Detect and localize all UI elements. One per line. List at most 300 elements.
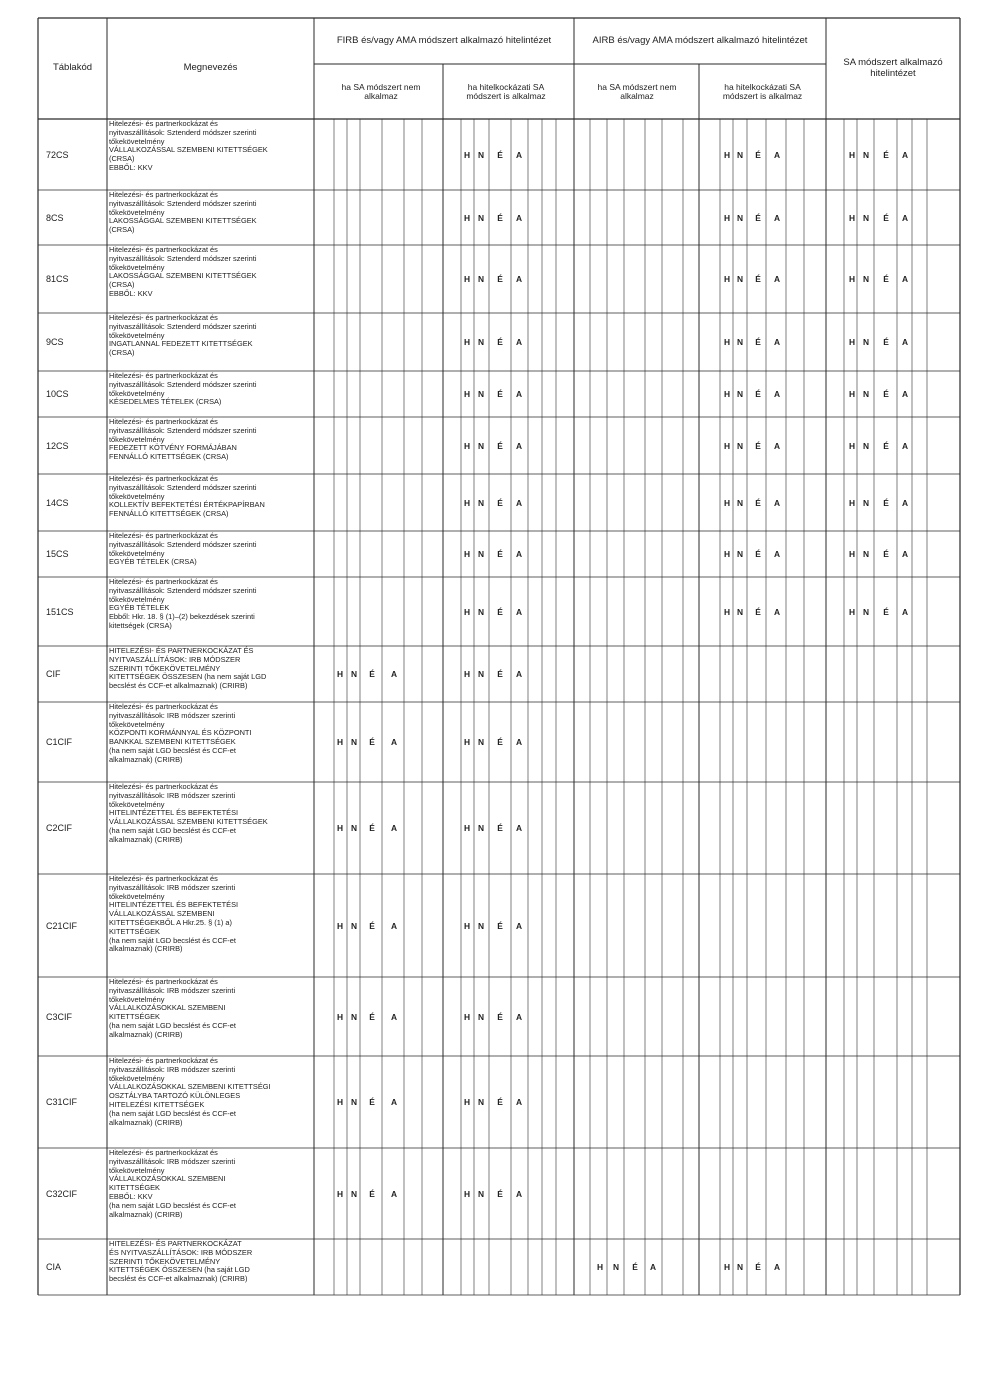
marker-a: A (773, 212, 781, 223)
description-line: LAKOSSÁGGAL SZEMBENI KITETTSÉGEK (109, 271, 257, 281)
row-code: 10CS (46, 389, 69, 399)
marker-h: H (463, 440, 471, 451)
marker-h: H (723, 549, 731, 559)
marker-a: A (390, 823, 398, 833)
marker-h: H (463, 920, 471, 931)
marker-e: É (369, 1097, 375, 1107)
description-line: alkalmaznak) (CRIRB) (109, 834, 183, 844)
description-line: nyitvaszállítások: IRB módszer szerinti (109, 790, 236, 800)
marker-a: A (515, 212, 523, 223)
marker-a: A (515, 497, 523, 508)
marker-a: A (649, 1262, 657, 1272)
marker-a: A (515, 920, 523, 931)
description-line: nyitvaszállítások: Sztenderd módszer szerinti (109, 482, 257, 492)
marker-a: A (515, 389, 523, 399)
marker-n: N (477, 920, 485, 931)
marker-h: H (463, 389, 471, 399)
marker-e: É (369, 823, 375, 833)
marker-e: É (883, 337, 889, 347)
marker-e: É (497, 389, 503, 399)
marker-e: É (755, 337, 761, 347)
row-code: 151CS (46, 606, 74, 617)
marker-n: N (477, 1188, 485, 1199)
marker-h: H (848, 337, 856, 347)
marker-n: N (736, 389, 744, 399)
marker-a: A (515, 274, 523, 284)
marker-e: É (497, 497, 503, 508)
marker-e: É (497, 337, 503, 347)
marker-a: A (773, 149, 781, 160)
marker-n: N (736, 440, 744, 451)
marker-n: N (736, 497, 744, 508)
description-line: EBBŐL: KKV (109, 1191, 153, 1201)
description-line: EGYÉB TÉTELEK (CRSA) (109, 557, 197, 567)
description-line: alkalmaznak) (CRIRB) (109, 1029, 183, 1039)
marker-e: É (369, 669, 375, 679)
description-line: tőkekövetelmény (109, 994, 165, 1004)
description-line: SZERINTI TŐKEKÖVETELMÉNY (109, 663, 221, 673)
marker-n: N (862, 497, 870, 508)
marker-n: N (477, 669, 485, 679)
marker-a: A (515, 1188, 523, 1199)
marker-a: A (901, 274, 909, 284)
description-line: Hitelezési- és partnerkockázat és (109, 1056, 218, 1065)
marker-a: A (390, 669, 398, 679)
marker-h: H (723, 337, 731, 347)
marker-h: H (848, 389, 856, 399)
marker-n: N (477, 274, 485, 284)
marker-n: N (477, 440, 485, 451)
description-line: (CRSA) (109, 280, 135, 290)
header-airb-no-sa: ha SA módszert nem alkalmaz (597, 81, 677, 101)
marker-a: A (515, 669, 523, 679)
row-description (107, 190, 314, 245)
marker-n: N (477, 737, 485, 747)
description-line: (CRSA) (109, 154, 135, 164)
description-line: KITETTSÉGEK (109, 1183, 160, 1193)
description-line: Hitelezési- és partnerkockázat és (109, 577, 218, 586)
description-line: (ha nem saját LGD becslést és CCF-et (109, 935, 236, 945)
description-line: VÁLLALKOZÁSOKKAL SZEMBENI (109, 1174, 226, 1184)
description-line: nyitvaszállítások: Sztenderd módszer szerinti (109, 379, 257, 389)
marker-h: H (463, 212, 471, 223)
row-code: C1CIF (46, 737, 73, 747)
marker-h: H (336, 1097, 344, 1107)
description-line: becslést és CCF-et alkalmaznak) (CRIRB) (109, 681, 248, 691)
description-line: nyitvaszállítások: IRB módszer szerinti (109, 1064, 236, 1074)
row-code: 12CS (46, 440, 69, 451)
description-line: (ha nem saját LGD becslést és CCF-et (109, 1200, 236, 1210)
marker-h: H (336, 1188, 344, 1199)
row-description (107, 646, 314, 702)
marker-h: H (848, 149, 856, 160)
marker-n: N (350, 737, 358, 747)
marker-h: H (723, 1262, 731, 1272)
marker-h: H (463, 149, 471, 160)
description-line: VÁLLALKOZÁSOKKAL SZEMBENI (109, 1003, 226, 1013)
description-line: nyitvaszállítások: IRB módszer szerinti (109, 882, 236, 892)
description-line: KÉSEDELMES TÉTELEK (CRSA) (109, 397, 222, 407)
row-description (107, 1148, 314, 1239)
row-code: C21CIF (46, 920, 78, 931)
marker-n: N (477, 1097, 485, 1107)
description-line: tőkekövetelmény (109, 891, 165, 901)
marker-e: É (497, 440, 503, 451)
marker-n: N (736, 549, 744, 559)
description-line: tőkekövetelmény (109, 1165, 165, 1175)
marker-e: É (369, 1188, 375, 1199)
marker-e: É (497, 549, 503, 559)
description-line: tőkekövetelmény (109, 434, 165, 444)
row-description (107, 417, 314, 474)
row-description (107, 474, 314, 531)
description-line: SZERINTI TŐKEKÖVETELMÉNY (109, 1256, 221, 1266)
marker-h: H (463, 497, 471, 508)
marker-a: A (901, 606, 909, 617)
row-code: 14CS (46, 497, 69, 508)
description-line: Hitelezési- és partnerkockázat és (109, 874, 218, 883)
description-line: Hitelezési- és partnerkockázat és (109, 531, 218, 540)
description-line: Hitelezési- és partnerkockázat és (109, 1148, 218, 1157)
marker-h: H (463, 274, 471, 284)
marker-h: H (463, 606, 471, 617)
description-line: NYITVASZÁLLÍTÁSOK: IRB MÓDSZER (109, 654, 241, 664)
description-line: nyitvaszállítások: IRB módszer szerinti (109, 710, 236, 720)
description-line: tőkekövetelmény (109, 548, 165, 558)
marker-a: A (773, 337, 781, 347)
marker-e: É (369, 920, 375, 931)
description-line: BANKKAL SZEMBENI KITETTSÉGEK (109, 737, 236, 747)
marker-a: A (901, 149, 909, 160)
marker-n: N (477, 549, 485, 559)
description-line: LAKOSSÁGGAL SZEMBENI KITETTSÉGEK (109, 216, 257, 226)
row-description (107, 245, 314, 313)
marker-h: H (723, 606, 731, 617)
marker-n: N (477, 497, 485, 508)
marker-n: N (350, 1188, 358, 1199)
marker-n: N (477, 606, 485, 617)
marker-e: É (369, 1011, 375, 1022)
marker-e: É (497, 149, 503, 160)
description-line: INGATLANNAL FEDEZETT KITETTSÉGEK (109, 339, 253, 349)
marker-e: É (755, 606, 761, 617)
marker-h: H (723, 212, 731, 223)
description-line: Ebből: Hkr. 18. § (1)–(2) bekezdések szerinti (109, 612, 255, 622)
marker-e: É (755, 549, 761, 559)
marker-e: É (497, 1188, 503, 1199)
marker-h: H (336, 823, 344, 833)
marker-h: H (848, 212, 856, 223)
description-line: Hitelezési- és partnerkockázat és (109, 702, 218, 711)
marker-h: H (463, 737, 471, 747)
header-sa-group: SA módszert alkalmazó hitelintézet (843, 57, 943, 79)
marker-e: É (497, 1011, 503, 1022)
description-line: Hitelezési- és partnerkockázat és (109, 417, 218, 426)
marker-h: H (848, 274, 856, 284)
description-line: alkalmaznak) (CRIRB) (109, 754, 183, 764)
marker-n: N (477, 823, 485, 833)
description-line: nyitvaszállítások: Sztenderd módszer szerinti (109, 253, 257, 263)
marker-h: H (848, 606, 856, 617)
description-line: VÁLLALKOZÁSSAL SZEMBENI KITETTSÉGEK (109, 145, 268, 155)
description-line: tőkekövetelmény (109, 262, 165, 272)
header-firb-no-sa: ha SA módszert nem alkalmaz (341, 81, 421, 101)
row-description (107, 702, 314, 782)
row-description (107, 1056, 314, 1148)
marker-n: N (862, 606, 870, 617)
description-line: nyitvaszállítások: Sztenderd módszer szerinti (109, 585, 257, 595)
marker-a: A (515, 606, 523, 617)
description-line: (CRSA) (109, 348, 135, 358)
marker-a: A (773, 606, 781, 617)
marker-a: A (773, 389, 781, 399)
marker-e: É (883, 440, 889, 451)
description-line: tőkekövetelmény (109, 136, 165, 146)
marker-h: H (463, 337, 471, 347)
description-line: becslést és CCF-et alkalmaznak) (CRIRB) (109, 1274, 248, 1284)
row-code: 72CS (46, 149, 69, 160)
marker-h: H (336, 1011, 344, 1022)
header-code-column: Táblakód (52, 62, 93, 74)
description-line: EBBŐL: KKV (109, 162, 153, 172)
marker-a: A (515, 1097, 523, 1107)
row-description (107, 371, 314, 417)
marker-a: A (901, 337, 909, 347)
marker-a: A (773, 549, 781, 559)
description-line: KÖZPONTI KORMÁNNYAL ÉS KÖZPONTI (109, 728, 252, 738)
marker-e: É (883, 212, 889, 223)
marker-a: A (515, 549, 523, 559)
row-code: 81CS (46, 274, 69, 284)
description-line: FENNÁLLÓ KITETTSÉGEK (CRSA) (109, 452, 229, 462)
marker-n: N (477, 389, 485, 399)
description-line: tőkekövetelmény (109, 330, 165, 340)
description-line: Hitelezési- és partnerkockázat és (109, 977, 218, 986)
description-line: Hitelezési- és partnerkockázat és (109, 371, 218, 380)
marker-e: É (883, 606, 889, 617)
marker-n: N (350, 1011, 358, 1022)
description-line: KITETTSÉGEKBŐL A Hkr.25. § (1) a) (109, 917, 232, 927)
marker-h: H (596, 1262, 604, 1272)
description-line: HITELINTÉZETTEL ÉS BEFEKTETÉSI (109, 900, 239, 910)
description-line: nyitvaszállítások: Sztenderd módszer szerinti (109, 127, 257, 137)
row-description (107, 1239, 314, 1295)
marker-a: A (515, 149, 523, 160)
description-line: KITETTSÉGEK (109, 1012, 160, 1022)
marker-h: H (336, 669, 344, 679)
description-line: EBBŐL: KKV (109, 288, 153, 298)
marker-h: H (848, 440, 856, 451)
description-line: ÉS NYITVASZÁLLÍTÁSOK: IRB MÓDSZER (109, 1247, 253, 1257)
marker-a: A (773, 440, 781, 451)
marker-a: A (773, 1262, 781, 1272)
description-line: HITELEZÉSI KITETTSÉGEK (109, 1099, 205, 1109)
description-line: tőkekövetelmény (109, 491, 165, 501)
marker-h: H (723, 440, 731, 451)
row-description (107, 874, 314, 977)
description-line: alkalmaznak) (CRIRB) (109, 944, 183, 954)
marker-h: H (723, 497, 731, 508)
description-line: alkalmaznak) (CRIRB) (109, 1117, 183, 1127)
description-line: nyitvaszállítások: Sztenderd módszer szerinti (109, 425, 257, 435)
description-line: KOLLEKTÍV BEFEKTETÉSI ÉRTÉKPAPÍRBAN (109, 500, 265, 510)
marker-n: N (350, 920, 358, 931)
description-line: VÁLLALKOZÁSSAL SZEMBENI KITETTSÉGEK (109, 817, 268, 827)
description-line: tőkekövetelmény (109, 799, 165, 809)
marker-n: N (736, 606, 744, 617)
marker-n: N (350, 823, 358, 833)
marker-a: A (515, 440, 523, 451)
marker-e: É (497, 823, 503, 833)
row-description (107, 977, 314, 1056)
marker-e: É (883, 549, 889, 559)
marker-a: A (390, 1011, 398, 1022)
marker-e: É (497, 737, 503, 747)
description-line: KITETTSÉGEK ÖSSZESEN (ha nem saját LGD (109, 672, 267, 682)
marker-a: A (901, 497, 909, 508)
description-line: nyitvaszállítások: Sztenderd módszer szerinti (109, 321, 257, 331)
description-line: OSZTÁLYBA TARTOZÓ KÜLÖNLEGES (109, 1091, 241, 1101)
marker-a: A (901, 549, 909, 559)
marker-e: É (497, 212, 503, 223)
row-code: 15CS (46, 549, 69, 559)
marker-e: É (755, 212, 761, 223)
marker-e: É (497, 920, 503, 931)
description-line: HITELEZÉSI- ÉS PARTNERKOCKÁZAT ÉS (109, 646, 254, 655)
description-line: Hitelezési- és partnerkockázat és (109, 782, 218, 791)
header-name-column: Megnevezés (183, 62, 238, 74)
row-code: C2CIF (46, 823, 73, 833)
description-line: tőkekövetelmény (109, 719, 165, 729)
marker-a: A (390, 737, 398, 747)
marker-a: A (515, 337, 523, 347)
marker-n: N (862, 440, 870, 451)
marker-n: N (736, 149, 744, 160)
marker-h: H (336, 737, 344, 747)
description-line: Hitelezési- és partnerkockázat és (109, 474, 218, 483)
marker-e: É (755, 149, 761, 160)
marker-n: N (477, 149, 485, 160)
description-line: KITETTSÉGEK (109, 926, 160, 936)
marker-a: A (773, 274, 781, 284)
row-description (107, 577, 314, 646)
marker-h: H (336, 920, 344, 931)
marker-h: H (463, 823, 471, 833)
marker-n: N (477, 337, 485, 347)
marker-a: A (901, 440, 909, 451)
marker-e: É (883, 274, 889, 284)
marker-h: H (463, 1011, 471, 1022)
description-line: FENNÁLLÓ KITETTSÉGEK (CRSA) (109, 509, 229, 519)
marker-a: A (515, 823, 523, 833)
description-line: tőkekövetelmény (109, 207, 165, 217)
description-line: nyitvaszállítások: IRB módszer szerinti (109, 985, 236, 995)
description-line: (CRSA) (109, 225, 135, 235)
marker-n: N (736, 337, 744, 347)
description-line: Hitelezési- és partnerkockázat és (109, 245, 218, 254)
marker-n: N (862, 149, 870, 160)
row-description (107, 531, 314, 577)
marker-a: A (515, 1011, 523, 1022)
marker-n: N (862, 389, 870, 399)
description-line: tőkekövetelmény (109, 388, 165, 398)
marker-e: É (883, 389, 889, 399)
marker-e: É (883, 149, 889, 160)
marker-h: H (463, 1097, 471, 1107)
description-line: KITETTSÉGEK ÖSSZESEN (ha saját LGD (109, 1265, 250, 1275)
marker-h: H (463, 669, 471, 679)
marker-h: H (848, 549, 856, 559)
description-line: (ha nem saját LGD becslést és CCF-et (109, 825, 236, 835)
marker-e: É (755, 497, 761, 508)
marker-n: N (862, 212, 870, 223)
description-line: nyitvaszállítások: Sztenderd módszer szerinti (109, 539, 257, 549)
description-line: tőkekövetelmény (109, 594, 165, 604)
marker-e: É (369, 737, 375, 747)
marker-h: H (463, 1188, 471, 1199)
marker-n: N (477, 212, 485, 223)
marker-n: N (350, 1097, 358, 1107)
row-code: 8CS (46, 212, 64, 223)
header-airb-group: AIRB és/vagy AMA módszert alkalmazó hitelintézet (592, 34, 808, 46)
description-line: VÁLLALKOZÁSSAL SZEMBENI (109, 909, 215, 919)
marker-e: É (755, 1262, 761, 1272)
marker-n: N (350, 669, 358, 679)
description-line: nyitvaszállítások: IRB módszer szerinti (109, 1156, 236, 1166)
marker-h: H (723, 389, 731, 399)
description-line: kitettségek (CRSA) (109, 620, 172, 630)
marker-e: É (497, 1097, 503, 1107)
row-code: C32CIF (46, 1188, 78, 1199)
marker-a: A (901, 389, 909, 399)
marker-a: A (773, 497, 781, 508)
description-line: Hitelezési- és partnerkockázat és (109, 313, 218, 322)
marker-n: N (736, 274, 744, 284)
description-line: (ha nem saját LGD becslést és CCF-et (109, 1108, 236, 1118)
marker-n: N (862, 274, 870, 284)
marker-h: H (463, 549, 471, 559)
row-description (107, 313, 314, 371)
marker-a: A (390, 920, 398, 931)
marker-e: É (497, 606, 503, 617)
row-code: C31CIF (46, 1097, 78, 1107)
header-airb-with-sa: ha hitelkockázati SA módszert is alkalmaz (722, 81, 803, 101)
marker-a: A (390, 1188, 398, 1199)
row-code: CIA (46, 1262, 62, 1272)
description-line: tőkekövetelmény (109, 1073, 165, 1083)
description-line: VÁLLALKOZÁSOKKAL SZEMBENI KITETTSÉGI (109, 1082, 271, 1092)
marker-e: É (497, 669, 503, 679)
description-line: HITELEZÉSI- ÉS PARTNERKOCKÁZAT (109, 1239, 242, 1248)
marker-n: N (862, 337, 870, 347)
row-code: CIF (46, 669, 61, 679)
marker-h: H (723, 274, 731, 284)
marker-e: É (755, 274, 761, 284)
description-line: alkalmaznak) (CRIRB) (109, 1209, 183, 1219)
description-line: Hitelezési- és partnerkockázat és (109, 190, 218, 199)
marker-e: É (497, 274, 503, 284)
row-description (107, 782, 314, 874)
marker-n: N (862, 549, 870, 559)
description-line: Hitelezési- és partnerkockázat és (109, 119, 218, 128)
marker-n: N (612, 1262, 620, 1272)
marker-e: É (755, 389, 761, 399)
header-firb-with-sa: ha hitelkockázati SA módszert is alkalmaz (466, 81, 546, 101)
header-firb-group: FIRB és/vagy AMA módszert alkalmazó hitelintézet (336, 34, 552, 46)
row-code: 9CS (46, 337, 64, 347)
row-description (107, 119, 314, 190)
marker-h: H (723, 149, 731, 160)
